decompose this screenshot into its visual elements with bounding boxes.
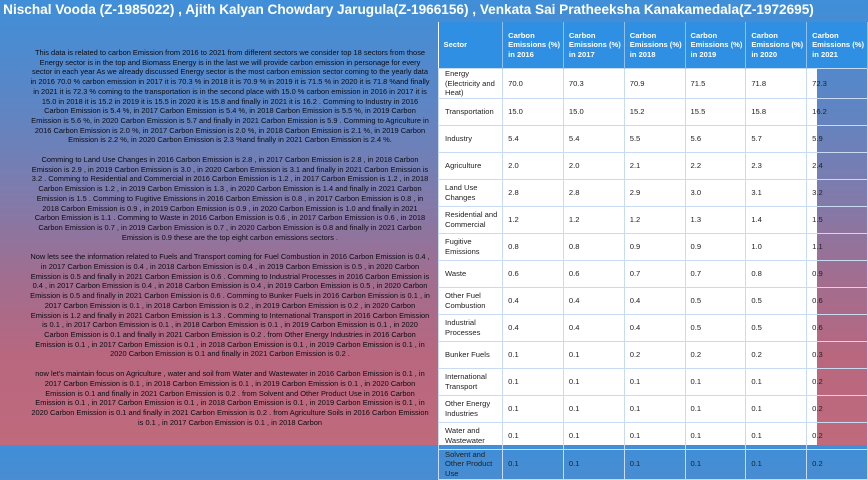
value-cell: 70.9 — [624, 69, 685, 99]
table-row — [439, 287, 868, 314]
value-cell: 5.7 — [746, 125, 807, 152]
table-row — [439, 395, 868, 422]
column-header-year: Carbon Emissions (%) in 2017 — [563, 22, 624, 69]
value-cell: 15.0 — [503, 98, 564, 125]
column-header-year: Carbon Emissions (%) in 2018 — [624, 22, 685, 69]
column-header-sector: Sector — [439, 22, 503, 69]
value-cell: 0.5 — [746, 314, 807, 341]
value-cell: 0.4 — [503, 314, 564, 341]
value-cell: 2.3 — [746, 152, 807, 179]
value-cell: 5.6 — [685, 125, 746, 152]
value-cell: 5.5 — [624, 125, 685, 152]
table-row — [439, 206, 868, 233]
value-cell: 5.9 — [807, 125, 868, 152]
value-cell: 0.1 — [685, 368, 746, 395]
value-cell: 3.0 — [685, 179, 746, 206]
emissions-table — [438, 22, 868, 480]
table-row — [439, 233, 868, 260]
value-cell: 0.1 — [503, 449, 564, 479]
value-cell: 0.2 — [807, 395, 868, 422]
value-cell: 0.1 — [503, 341, 564, 368]
description-paragraph: Now lets see the information related to Fuels and Transport coming for Fuel Combustion in 2016 Carbon Emission is 0.4 , in 2017 Carbon Emission is 0.4 , in 2018 Carbon Emission is 0.4 , in 2019 Carbon Emission is 0.5 , in 2020 Carbon Emission is 0.5 and finally in 2021 Carbon Emission is 0.6 . Comming to Industrial Processes in 2016 Carbon Emission is 0.4 , in 2017 Carbon Emission is 0.4 , in 2018 Carbon Emission is 0.4 , in 2019 Carbon Emission is 0.5 , in 2020 Carbon Emission is 0.5 and finally in 2021 Carbon Emission is 0.6 . Comming to Bunker Fuels in 2016 Carbon Emission is 0.1 , in 2017 Carbon Emission is 0.1 , in 2018 Carbon Emission is 0.2 , in 2019 Carbon Emission is 0.2 , in 2020 Carbon Emission is 1.2 and finally in 2021 Carbon Emission is 1.3 . Comming to International Transport in 2016 Carbon Emission is 0.1 , in 2017 Carbon Emission is 0.1 , in 2018 Carbon Emission is 0.1 , in 2019 Carbon Emission is 0.1 , in 2020 Carbon Emission is 0.1 and finally in 2021 Carbon Emission is 0.2 . from Other Energy Industries in 2016 Carbon Emission is 0.1 , in 2017 Carbon Emission is 0.1 , in 2018 Carbon Emission is 0.1 , in 2019 Carbon Emission is 0.1 , in 2020 Carbon Emission is 0.1 and finally in 2021 Carbon Emission is 0.2 . — [30, 252, 430, 359]
value-cell: 0.1 — [624, 449, 685, 479]
value-cell: 0.1 — [746, 449, 807, 479]
description-paragraph: now let's maintain focus on Agriculture , water and soil from Water and Wastewater in 2016 Carbon Emission is 0.1 , in 2017 Carbon Emission is 0.1 , in 2018 Carbon Emission is 0.1 , in 2019 Carbon Emission is 0.1 , in 2020 Carbon Emission is 0.1 and finally in 2021 Carbon Emission is 0.2 . from Solvent and Other Product Use in 2016 Carbon Emission is 0.1 , in 2017 Carbon Emission is 0.1 , in 2018 Carbon Emission is 0.1 , in 2019 Carbon Emission is 0.1 , in 2020 Carbon Emission is 0.1 and finally in 2021 Carbon Emission is 0.2 . from Agriculture Soils in 2016 Carbon Emission is 0.1 , in 2017 Carbon Emission is 0.1 , in 2018 Carbon — [31, 369, 429, 427]
value-cell: 0.1 — [563, 341, 624, 368]
table-row — [439, 314, 868, 341]
emissions-table-container[interactable] — [438, 22, 865, 478]
value-cell: 0.6 — [807, 314, 868, 341]
table-header-row — [439, 22, 868, 69]
value-cell: 5.4 — [503, 125, 564, 152]
sector-cell: Energy (Electricity and Heat) — [439, 69, 503, 99]
sector-cell: Bunker Fuels — [439, 341, 503, 368]
table-row — [439, 368, 868, 395]
value-cell: 15.8 — [746, 98, 807, 125]
value-cell: 0.7 — [624, 260, 685, 287]
value-cell: 0.1 — [746, 422, 807, 449]
value-cell: 1.2 — [503, 206, 564, 233]
value-cell: 0.6 — [503, 260, 564, 287]
value-cell: 1.0 — [746, 233, 807, 260]
value-cell: 0.1 — [624, 395, 685, 422]
value-cell: 2.0 — [563, 152, 624, 179]
value-cell: 16.2 — [807, 98, 868, 125]
table-row — [439, 179, 868, 206]
value-cell: 2.0 — [503, 152, 564, 179]
value-cell: 0.4 — [624, 314, 685, 341]
value-cell: 0.5 — [685, 314, 746, 341]
value-cell: 72.3 — [807, 69, 868, 99]
sector-cell: Water and Wastewater — [439, 422, 503, 449]
value-cell: 0.1 — [563, 368, 624, 395]
value-cell: 0.4 — [563, 287, 624, 314]
value-cell: 1.2 — [624, 206, 685, 233]
value-cell: 0.4 — [624, 287, 685, 314]
sector-cell: Industry — [439, 125, 503, 152]
sector-cell: Solvent and Other Product Use — [439, 449, 503, 479]
value-cell: 0.1 — [503, 395, 564, 422]
value-cell: 70.0 — [503, 69, 564, 99]
sector-cell: Transportation — [439, 98, 503, 125]
value-cell: 15.2 — [624, 98, 685, 125]
value-cell: 0.1 — [624, 368, 685, 395]
value-cell: 2.8 — [503, 179, 564, 206]
value-cell: 0.1 — [746, 368, 807, 395]
sector-cell: Land Use Changes — [439, 179, 503, 206]
sector-cell: Waste — [439, 260, 503, 287]
value-cell: 0.8 — [503, 233, 564, 260]
value-cell: 0.8 — [563, 233, 624, 260]
value-cell: 71.5 — [685, 69, 746, 99]
value-cell: 0.1 — [624, 422, 685, 449]
value-cell: 2.2 — [685, 152, 746, 179]
value-cell: 71.8 — [746, 69, 807, 99]
value-cell: 0.9 — [624, 233, 685, 260]
value-cell: 0.1 — [563, 395, 624, 422]
value-cell: 0.1 — [685, 449, 746, 479]
value-cell: 0.9 — [685, 233, 746, 260]
value-cell: 70.3 — [563, 69, 624, 99]
value-cell: 2.8 — [563, 179, 624, 206]
value-cell: 3.2 — [807, 179, 868, 206]
description-panel — [30, 48, 430, 445]
value-cell: 5.4 — [563, 125, 624, 152]
table-row — [439, 125, 868, 152]
value-cell: 0.6 — [563, 260, 624, 287]
value-cell: 1.3 — [685, 206, 746, 233]
value-cell: 2.1 — [624, 152, 685, 179]
value-cell: 0.4 — [563, 314, 624, 341]
value-cell: 2.4 — [807, 152, 868, 179]
value-cell: 1.4 — [746, 206, 807, 233]
value-cell: 0.4 — [503, 287, 564, 314]
value-cell: 0.2 — [807, 368, 868, 395]
column-header-year: Carbon Emissions (%) in 2016 — [503, 22, 564, 69]
column-header-year: Carbon Emissions (%) in 2021 — [807, 22, 868, 69]
table-row — [439, 422, 868, 449]
value-cell: 2.9 — [624, 179, 685, 206]
table-row — [439, 260, 868, 287]
table-row — [439, 152, 868, 179]
table-row — [439, 449, 868, 479]
column-header-year: Carbon Emissions (%) in 2019 — [685, 22, 746, 69]
value-cell: 0.6 — [807, 287, 868, 314]
value-cell: 0.1 — [503, 368, 564, 395]
value-cell: 0.5 — [746, 287, 807, 314]
value-cell: 1.5 — [807, 206, 868, 233]
value-cell: 1.1 — [807, 233, 868, 260]
sector-cell: Agriculture — [439, 152, 503, 179]
value-cell: 0.1 — [503, 422, 564, 449]
sector-cell: Other Fuel Combustion — [439, 287, 503, 314]
value-cell: 0.9 — [807, 260, 868, 287]
table-row — [439, 69, 868, 99]
value-cell: 0.2 — [807, 422, 868, 449]
value-cell: 0.1 — [685, 422, 746, 449]
value-cell: 0.2 — [746, 341, 807, 368]
value-cell: 0.2 — [685, 341, 746, 368]
table-body — [439, 69, 868, 480]
value-cell: 15.5 — [685, 98, 746, 125]
value-cell: 0.1 — [685, 395, 746, 422]
sector-cell: Fugitive Emissions — [439, 233, 503, 260]
value-cell: 0.2 — [807, 449, 868, 479]
sector-cell: Industrial Processes — [439, 314, 503, 341]
value-cell: 0.1 — [563, 449, 624, 479]
description-paragraph: This data is related to carbon Emission from 2016 to 2021 from different sectors we consider top 18 sectors from those Energy sector is in the top and Biomass Energy is in the last we will provide carbon emission in personage for every sector in each year As we already discussed Energy sector is the most carbon emission sector coming to the yearly data in 2016 70.0 % carbon emission in 2017 it is 70.3 % in 2018 it is 70.9 % in 2019 it is 71.5 % in 2020 it is 71.8 %and finally in 2021 it is 72.3 % coming to the transportation is in the second place with 15.0 % carbon emission in 2016 in 2017 it is 15.0 in 2018 it is 15.2 in 2019 it is 15.5 in 2020 it is 15.8 and finally in 2021 it is 16.2 . Comming to Industry in 2016 Carbon Emission is 5.4 %, in 2017 Carbon Emission is 5.4 %, in 2018 Carbon Emission is 5.5 %, in 2019 Carbon Emission is 5.6 %, in 2020 Carbon Emission is 5.7 and finally in 2021 Carbon Emission is 5.9 . Comming to Agriculture in 2016 Carbon Emission is 2.0 %, in 2017 Carbon Emission is 2.0 %, in 2018 Carbon Emission is 2.1 %, in 2019 Carbon Emission is 2.2 %, in 2020 Carbon Emission is 2.3 %and finally in 2021 Carbon Emission is 2.4 %. — [30, 48, 430, 145]
value-cell: 3.1 — [746, 179, 807, 206]
value-cell: 15.0 — [563, 98, 624, 125]
value-cell: 0.7 — [685, 260, 746, 287]
value-cell: 0.5 — [685, 287, 746, 314]
table-row — [439, 341, 868, 368]
value-cell: 0.3 — [807, 341, 868, 368]
description-paragraph: Comming to Land Use Changes in 2016 Carbon Emission is 2.8 , in 2017 Carbon Emission is 2.8 , in 2018 Carbon Emission is 2.9 , in 2019 Carbon Emission is 3.0 , in 2020 Carbon Emission is 3.1 and finally in 2021 Carbon Emission is 3.2 . Comming to Residential and Commercial in 2016 Carbon Emission is 1.2 , in 2017 Carbon Emission is 1.2 , in 2018 Carbon Emission is 1.2 , in 2019 Carbon Emission is 1.3 , in 2020 Carbon Emission is 1.4 and finally in 2021 Carbon Emission is 1.5 . Comming to Fugitive Emissions in 2016 Carbon Emission is 0.8 , in 2017 Carbon Emission is 0.8 , in 2018 Carbon Emission is 0.9 , in 2019 Carbon Emission is 0.9 , in 2020 Carbon Emission is 1.0 and finally in 2021 Carbon Emission is 1.1 . Comming to Waste in 2016 Carbon Emission is 0.6 , in 2017 Carbon Emission is 0.6 , in 2018 Carbon Emission is 0.7 , in 2019 Carbon Emission is 0.7 , in 2020 Carbon Emission is 0.8 and finally in 2021 Carbon Emission is 0.9 these are the top eight carbon emissions sectors . — [31, 155, 429, 242]
value-cell: 0.2 — [624, 341, 685, 368]
column-header-year: Carbon Emissions (%) in 2020 — [746, 22, 807, 69]
value-cell: 0.1 — [746, 395, 807, 422]
value-cell: 1.2 — [563, 206, 624, 233]
sector-cell: International Transport — [439, 368, 503, 395]
sector-cell: Other Energy Industries — [439, 395, 503, 422]
page-title: Nischal Vooda (Z-1985022) , Ajith Kalyan Chowdary Jarugula(Z-1966156) , Venkata Sai Pratheeksha Kanakamedala(Z-1972695) — [3, 2, 814, 17]
value-cell: 0.1 — [563, 422, 624, 449]
table-row — [439, 98, 868, 125]
sector-cell: Residential and Commercial — [439, 206, 503, 233]
value-cell: 0.8 — [746, 260, 807, 287]
